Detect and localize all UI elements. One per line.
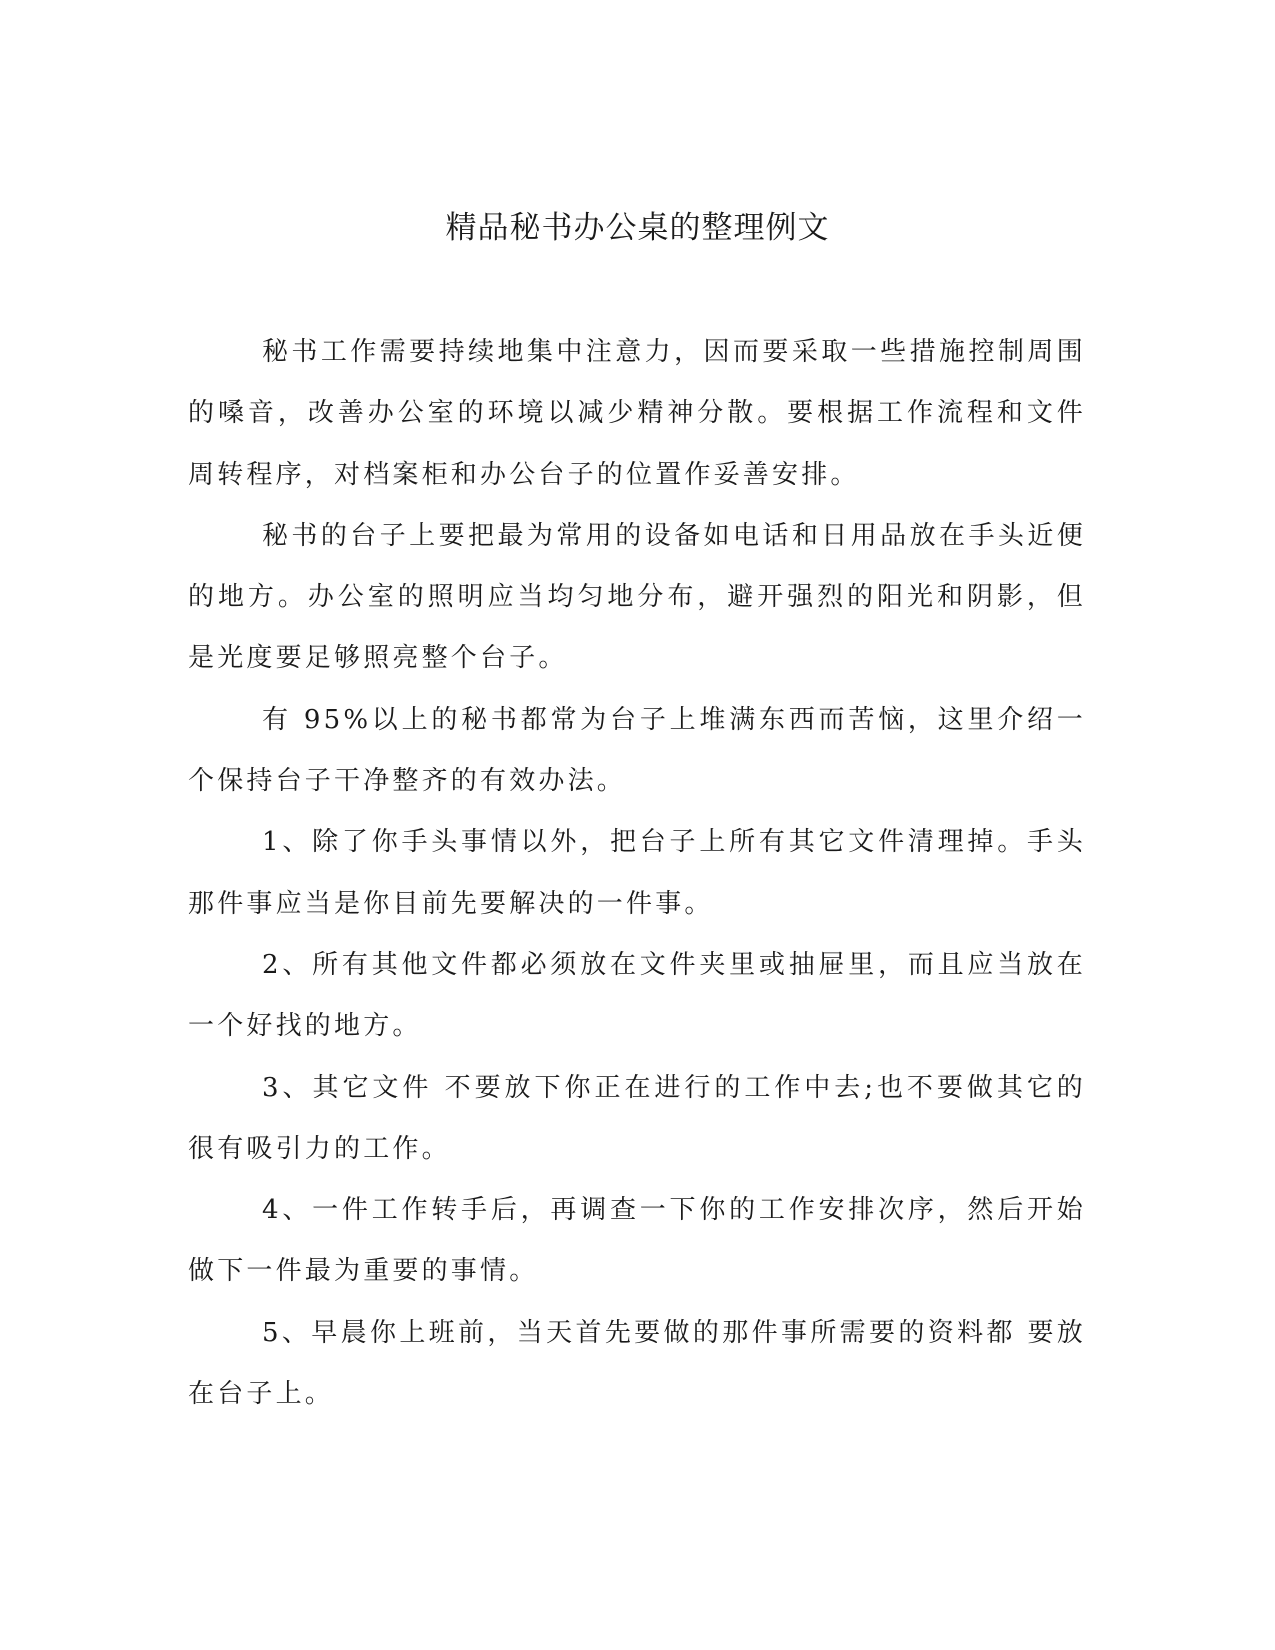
document-title: 精品秘书办公桌的整理例文: [445, 210, 830, 246]
paragraph-intro: 秘书工作需要持续地集中注意力，因而要采取一些措施控制周围的嗓音，改善办公室的环境以减少精神分散。要根据工作流程和文件周转程序，对档案柜和办公台子的位置作妥善安排。: [188, 337, 1086, 490]
paragraph-step-2: 2、所有其他文件都必须放在文件夹里或抽屉里，而且应当放在一个好找的地方。: [188, 949, 1086, 1042]
document-body: [188, 322, 1086, 1425]
paragraph-method-intro: 有 95%以上的秘书都常为台子上堆满东西而苦恼，这里介绍一个保持台子干净整齐的有效办法。: [188, 704, 1086, 797]
paragraph-step-1: 1、除了你手头事情以外，把台子上所有其它文件清理掉。手头那件事应当是你目前先要解决的一件事。: [188, 827, 1086, 919]
paragraph-desk-equipment: 秘书的台子上要把最为常用的设备如电话和日用品放在手头近便的地方。办公室的照明应当均匀地分布，避开强烈的阳光和阴影，但是光度要足够照亮整个台子。: [188, 520, 1086, 674]
paragraph-step-5: 5、早晨你上班前，当天首先要做的那件事所需要的资料都 要放在台子上。: [188, 1317, 1086, 1410]
paragraph-step-3: 3、其它文件 不要放下你正在进行的工作中去;也不要做其它的很有吸引力的工作。: [188, 1072, 1086, 1164]
paragraph-step-4: 4、一件工作转手后，再调查一下你的工作安排次序，然后开始做下一件最为重要的事情。: [188, 1195, 1086, 1287]
